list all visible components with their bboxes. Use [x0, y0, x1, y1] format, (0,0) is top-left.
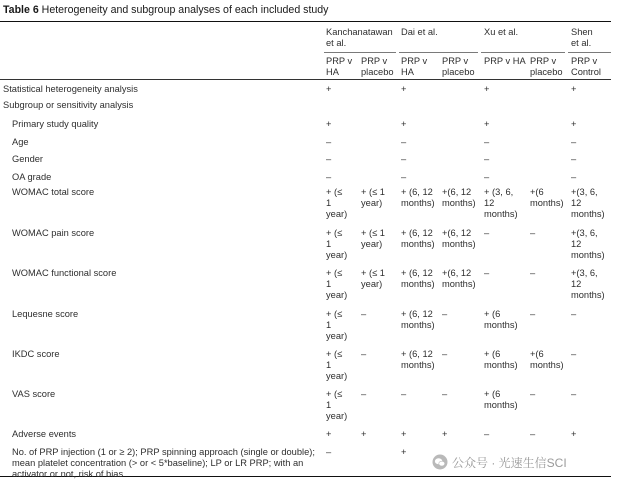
- table-cell: –: [484, 268, 490, 278]
- table-cell: –: [484, 228, 490, 238]
- table-cell: + (≤ 1 year): [361, 187, 385, 208]
- table-cell: + (6, 12 months): [401, 228, 435, 249]
- row-label: Age: [12, 137, 29, 147]
- table-cell: + (≤ 1 year): [326, 187, 348, 219]
- table-cell: +: [401, 447, 407, 457]
- row-label: No. of PRP injection (1 or ≥ 2); PRP spinning approach (single or double); mean platelet concentration (> or < 5*baseline); LP or LR PRP; with an activator or not, risk of bias: [12, 447, 315, 479]
- study-group-underline: [481, 52, 565, 53]
- table-cell: +: [326, 429, 332, 439]
- table-cell: +: [571, 84, 577, 94]
- table-cell: +: [401, 84, 407, 94]
- table-cell: –: [484, 137, 490, 147]
- table-cell: + (≤ 1 year): [361, 228, 385, 249]
- table-cell: + (≤ 1 year): [326, 309, 348, 341]
- table-cell: –: [401, 137, 407, 147]
- comparison-header: PRP v HA: [401, 56, 428, 77]
- comparison-header: PRP v HA: [484, 56, 526, 66]
- table-cell: +: [484, 84, 490, 94]
- table-cell: + (≤ 1 year): [326, 389, 348, 421]
- table-cell: + (6, 12 months): [401, 187, 435, 208]
- table-cell: –: [571, 309, 577, 319]
- table-cell: –: [401, 172, 407, 182]
- table-cell: +(6 months): [530, 187, 564, 208]
- table-cell: –: [484, 154, 490, 164]
- table-title: Heterogeneity and subgroup analyses of each included study: [38, 4, 329, 16]
- row-label: WOMAC functional score: [12, 268, 117, 278]
- row-label: WOMAC pain score: [12, 228, 95, 238]
- row-label: VAS score: [12, 389, 56, 399]
- table-cell: +: [484, 119, 490, 129]
- row-label: Subgroup or sensitivity analysis: [3, 100, 134, 110]
- study-header: Kanchanatawan et al.: [326, 27, 393, 48]
- table-cell: +(6, 12 months): [442, 268, 476, 289]
- row-label: Lequesne score: [12, 309, 79, 319]
- table-cell: –: [401, 389, 407, 399]
- comparison-header: PRP v HA: [326, 56, 353, 77]
- row-label: Gender: [12, 154, 44, 164]
- table-cell: –: [442, 349, 448, 359]
- table-cell: + (≤ 1 year): [326, 228, 348, 260]
- table-cell: + (≤ 1 year): [326, 268, 348, 300]
- table-cell: –: [530, 429, 536, 439]
- row-label: WOMAC total score: [12, 187, 95, 197]
- table-cell: +: [571, 429, 577, 439]
- table-cell: + (6, 12 months): [401, 309, 435, 330]
- table-cell: –: [571, 172, 577, 182]
- table-cell: +: [361, 429, 367, 439]
- table-cell: +(3, 6, 12 months): [571, 187, 605, 219]
- table-cell: –: [484, 172, 490, 182]
- table-cell: + (≤ 1 year): [361, 268, 385, 289]
- table-cell: –: [326, 137, 332, 147]
- table-cell: –: [571, 349, 577, 359]
- study-group-underline: [324, 52, 396, 53]
- table-cell: –: [530, 389, 536, 399]
- watermark-text: 公众号 · 光速生信SCI: [452, 455, 567, 470]
- table-cell: + (6 months): [484, 389, 518, 410]
- table-cell: + (6, 12 months): [401, 268, 435, 289]
- table-cell: –: [401, 154, 407, 164]
- comparison-header: PRP v placebo: [442, 56, 475, 77]
- table-cell: +: [326, 119, 332, 129]
- table-cell: +(3, 6, 12 months): [571, 268, 605, 300]
- table-cell: + (6 months): [484, 309, 518, 330]
- table-cell: –: [484, 429, 490, 439]
- row-label: Primary study quality: [12, 119, 99, 129]
- comparison-header: PRP v Control: [571, 56, 601, 77]
- study-group-underline: [399, 52, 478, 53]
- table-cell: +: [401, 429, 407, 439]
- table-cell: –: [571, 154, 577, 164]
- table-cell: –: [530, 228, 536, 238]
- table-cell: –: [571, 137, 577, 147]
- comparison-header: PRP v placebo: [361, 56, 394, 77]
- table-cell: –: [571, 389, 577, 399]
- table-cell: –: [361, 349, 367, 359]
- table-cell: –: [326, 172, 332, 182]
- table-cell: + (6 months): [484, 349, 518, 370]
- wechat-icon: [432, 454, 448, 470]
- table-cell: –: [442, 389, 448, 399]
- row-label: IKDC score: [12, 349, 60, 359]
- table-cell: +: [401, 119, 407, 129]
- table-cell: –: [361, 389, 367, 399]
- table-cell: +: [442, 429, 448, 439]
- table-cell: +: [326, 84, 332, 94]
- table-caption: [3, 4, 328, 16]
- table-number: Table 6: [3, 4, 39, 16]
- table-top-rule: [0, 21, 611, 22]
- table-cell: –: [530, 309, 536, 319]
- row-label: OA grade: [12, 172, 52, 182]
- table-cell: –: [361, 309, 367, 319]
- table-cell: + (≤ 1 year): [326, 349, 348, 381]
- study-header: Dai et al.: [401, 27, 438, 37]
- study-header: Shen et al.: [571, 27, 593, 48]
- table-cell: –: [326, 154, 332, 164]
- row-label: Adverse events: [12, 429, 77, 439]
- table-cell: +(6, 12 months): [442, 228, 476, 249]
- table-cell: + (3, 6, 12 months): [484, 187, 518, 219]
- row-label: Statistical heterogeneity analysis: [3, 84, 138, 94]
- comparison-header: PRP v placebo: [530, 56, 563, 77]
- study-group-underline: [568, 52, 611, 53]
- header-bottom-rule: [0, 79, 611, 80]
- table-cell: +(6 months): [530, 349, 564, 370]
- table-cell: +: [571, 119, 577, 129]
- table-cell: –: [530, 268, 536, 278]
- table-cell: –: [442, 309, 448, 319]
- table-cell: + (6, 12 months): [401, 349, 435, 370]
- study-header: Xu et al.: [484, 27, 519, 37]
- table-cell: +(6, 12 months): [442, 187, 476, 208]
- watermark: [432, 452, 567, 472]
- table-cell: +(3, 6, 12 months): [571, 228, 605, 260]
- table-cell: –: [326, 447, 332, 457]
